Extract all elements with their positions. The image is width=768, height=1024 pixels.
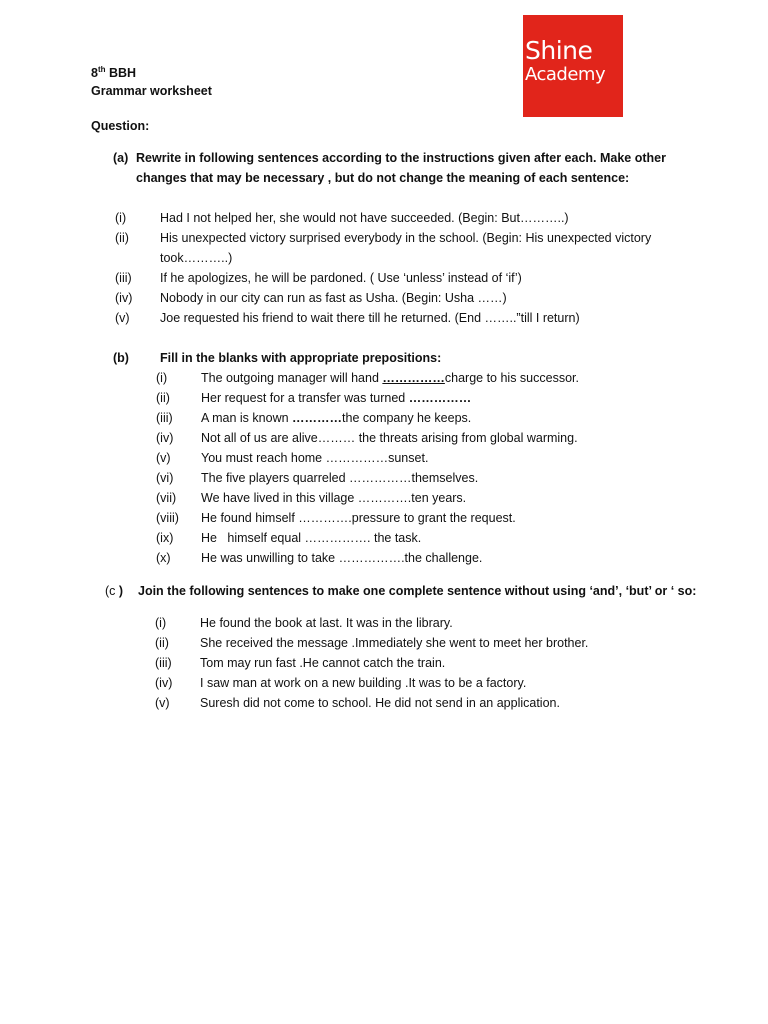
item-text: We have lived in this village ………….ten years. [201,491,467,505]
item-text: Had I not helped her, she would not have succeeded. (Begin: But………..) [160,211,569,225]
class-superscript: th [97,64,106,74]
item-text: The five players quarreled ……………themselves. [201,471,479,485]
item-number: (viii) [156,511,179,525]
item-text: His unexpected victory surprised everybody in the school. (Begin: His unexpected victory [160,231,652,245]
question-label: Question: [91,119,150,133]
logo-line-2: Academy [525,64,606,85]
item-number: (iv) [156,431,174,445]
section-a-instruction-line-2: changes that may be necessary , but do not change the meaning of each sentence: [136,171,630,185]
class-label [91,63,136,83]
item-text-before-blank: The outgoing manager will hand [201,371,383,385]
item-text [201,368,579,388]
item-text: He found the book at last. It was in the library. [200,616,453,630]
item-number: (x) [156,551,171,565]
item-text: I saw man at work on a new building .It was to be a factory. [200,676,527,690]
class-number: 8 [91,66,98,80]
item-number: (ii) [156,391,170,405]
item-text [201,388,471,408]
item-text: She received the message .Immediately she went to meet her brother. [200,636,589,650]
section-b-marker: (b) [113,351,129,365]
item-number: (i) [156,371,168,385]
section-c-instruction: Join the following sentences to make one complete sentence without using ‘and’, ‘but’ or ‘ so: [138,584,697,598]
logo-line-1: Shine [525,36,593,65]
item-text: He found himself ………….pressure to grant the request. [201,511,516,525]
item-number: (i) [155,616,167,630]
item-text-continued: took………..) [160,251,233,265]
item-text-after-blank: charge to his successor. [444,371,579,385]
page-title: Grammar worksheet [91,84,212,98]
item-number: (vi) [156,471,174,485]
section-c-marker-close: ) [118,584,124,598]
item-blank: …………… [408,391,472,405]
section-c-marker [105,581,123,601]
item-text: You must reach home ……………sunset. [201,451,429,465]
item-number: (v) [115,311,130,325]
item-text: He himself equal ……………. the task. [201,531,422,545]
section-a-instruction-line-1: Rewrite in following sentences according to the instructions given after each. Make other [136,151,666,165]
section-b-instruction: Fill in the blanks with appropriate prepositions: [160,351,442,365]
item-text [201,408,471,428]
item-number: (ix) [156,531,174,545]
item-text-before-blank: Her request for a transfer was turned [201,391,409,405]
item-number: (iii) [156,411,173,425]
item-text: If he apologizes, he will be pardoned. ( Use ‘unless’ instead of ‘if’) [160,271,522,285]
item-text-after-blank: the company he keeps. [342,411,472,425]
item-blank: ………… [292,411,343,425]
section-c-marker-open: (c [105,584,119,598]
item-text: Suresh did not come to school. He did not send in an application. [200,696,560,710]
item-text: Not all of us are alive……… the threats arising from global warming. [201,431,578,445]
item-number: (i) [115,211,127,225]
item-number: (ii) [115,231,129,245]
item-blank: …………… [382,371,445,385]
section-a-marker: (a) [113,151,129,165]
item-text: Nobody in our city can run as fast as Usha. (Begin: Usha ……) [160,291,507,305]
item-text: Tom may run fast .He cannot catch the train. [200,656,446,670]
item-text: He was unwilling to take …………….the challenge. [201,551,483,565]
item-number: (iv) [155,676,173,690]
item-text-before-blank: A man is known [201,411,293,425]
item-number: (vii) [156,491,177,505]
class-name: BBH [105,66,137,80]
item-number: (ii) [155,636,169,650]
item-text: Joe requested his friend to wait there till he returned. (End ……..”till I return) [160,311,580,325]
item-number: (v) [155,696,170,710]
item-number: (iii) [155,656,172,670]
shine-academy-logo [523,15,623,117]
item-number: (iv) [115,291,133,305]
item-number: (v) [156,451,171,465]
item-number: (iii) [115,271,132,285]
